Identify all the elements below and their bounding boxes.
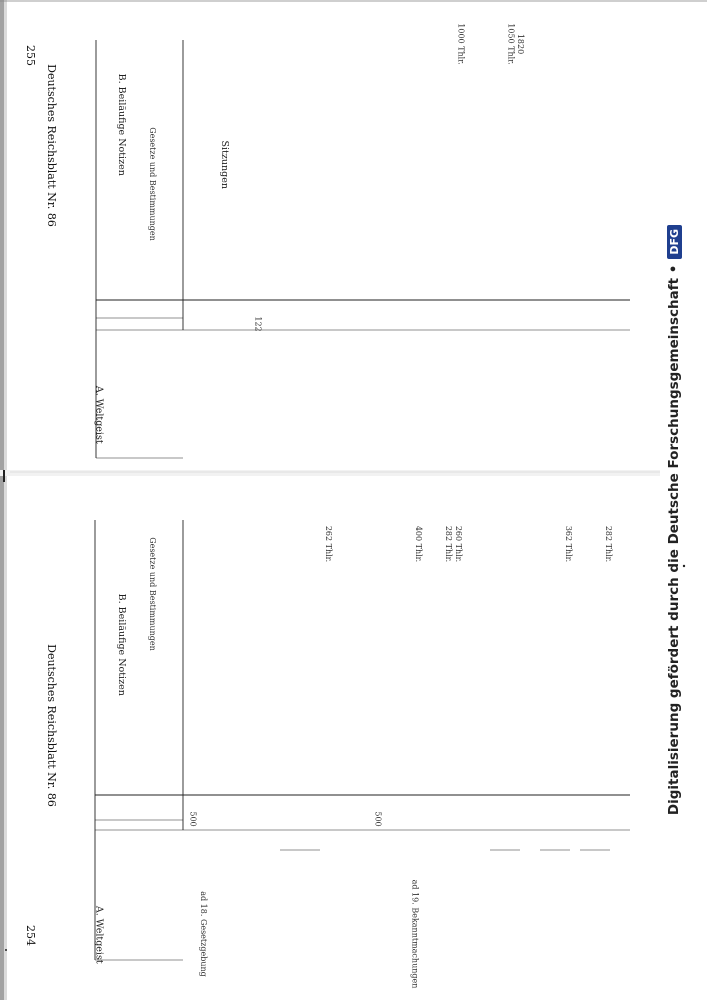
right-section-title: Sitzungen [218, 140, 230, 189]
right-subheader: Gesetze und Bestimmungen [147, 127, 157, 241]
left-sum-5: 362 Thlr. [564, 525, 574, 563]
left-running-head: Deutsches Reichsblatt Nr. 86 [44, 644, 58, 807]
right-sum-1: 1000 Thlr. [456, 23, 466, 65]
left-sum-3: 282 Thlr. [444, 525, 454, 563]
left-page-number: 254 [24, 925, 37, 946]
left-column-b-header: B. Beiläufige Notizen [115, 593, 127, 696]
right-sum-3: 1820 [516, 33, 526, 55]
left-entry-1-label: ad 18. Gesetzgebung [198, 891, 208, 977]
left-entry-2-value: 500 [373, 811, 383, 827]
left-entry-1-value: 500 [188, 811, 198, 827]
left-sum-4: 260 Thlr. [454, 525, 464, 563]
left-entry-2-label: ad 19. Bekanntmachungen [410, 879, 420, 989]
left-column-a-header: A. Weltgeist [93, 905, 105, 964]
right-column-b-header: B. Beiläufige Notizen [115, 73, 127, 176]
left-sum-2: 400 Thlr. [414, 525, 424, 563]
right-column-a-header: A. Weltgeist [93, 385, 105, 444]
dfg-watermark-text: Digitalisierung gefördert durch die Deutsche Forschungsgemeinschaft • [666, 264, 682, 816]
left-subheader: Gesetze und Bestimmungen [147, 537, 157, 651]
right-page-number: 255 [24, 45, 37, 66]
left-sum-6: 282 Thlr. [604, 525, 614, 563]
dfg-logo: DFG [667, 225, 682, 259]
dfg-watermark [662, 130, 686, 910]
right-sum-2: 1050 Thlr. [506, 23, 516, 65]
right-entry-value: 122 [253, 316, 263, 332]
left-sum-1: 262 Thlr. [324, 525, 334, 563]
right-running-head: Deutsches Reichsblatt Nr. 86 [44, 64, 58, 227]
